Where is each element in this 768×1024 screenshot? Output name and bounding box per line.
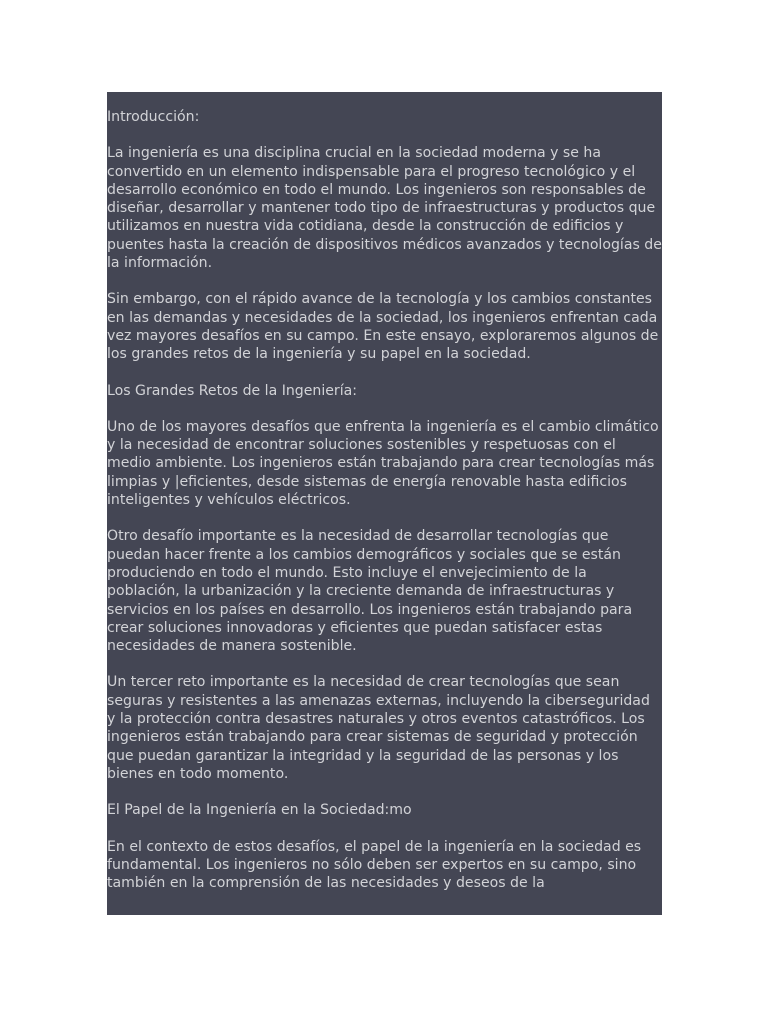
paragraph-challenge-1: Uno de los mayores desafíos que enfrenta la ingeniería es el cambio climático y la necesidad de encontrar soluciones sostenibles y respetuosas con el medio ambiente. Los ingenieros están trabajando para crear tecnologías más limpias y |eficientes, desde sistemas de energía renovable hasta edificios inteligentes y vehículos eléctricos. — [107, 418, 659, 509]
paragraph-challenge-3: Un tercer reto importante es la necesidad de crear tecnologías que sean seguras y resistentes a las amenazas externas, incluyendo la ciberseguridad y la protección contra desastres naturales y otros eventos catastróficos. Los ingenieros están trabajando para crear sistemas de seguridad y protección que puedan garantizar la integridad y la seguridad de las personas y los bienes en todo momento. — [107, 674, 650, 782]
paragraph-intro-1: La ingeniería es una disciplina crucial en la sociedad moderna y se ha convertido en un elemento indispensable para el progreso tecnológico y el desarrollo económico en todo el mundo. Los ingenieros son responsables de diseñar, desarrollar y mantener todo tipo de infraestructuras y productos que utilizamos en nuestra vida cotidiana, desde la construcción de edificios y puentes hasta la creación de dispositivos médicos avanzados y tecnologías de la información. — [107, 145, 662, 272]
role-heading: El Papel de la Ingeniería en la Sociedad:mo — [107, 802, 412, 819]
challenges-heading: Los Grandes Retos de la Ingeniería: — [107, 382, 358, 399]
document-text-panel — [107, 92, 662, 915]
paragraph-intro-2: Sin embargo, con el rápido avance de la tecnología y los cambios constantes en las demandas y necesidades de la sociedad, los ingenieros enfrentan cada vez mayores desafíos en su campo. En este ensayo, exploraremos algunos de los grandes retos de la ingeniería y su papel en la sociedad. — [107, 291, 659, 363]
paragraph-challenge-2: Otro desafío importante es la necesidad de desarrollar tecnologías que puedan hacer frente a los cambios demográficos y sociales que se están produciendo en todo el mundo. Esto incluye el envejecimiento de la población, la urbanización y la creciente demanda de infraestructuras y servicios en los países en desarrollo. Los ingenieros están trabajando para crear soluciones innovadoras y eficientes que puedan satisfacer estas necesidades de manera sostenible. — [107, 528, 633, 655]
introduction-heading: Introducción: — [107, 109, 200, 125]
paragraph-role-1: En el contexto de estos desafíos, el papel de la ingeniería en la sociedad es fundamental. Los ingenieros no sólo deben ser expertos en su campo, sino también en la comprensión de las necesidades y deseos de la — [107, 838, 642, 892]
